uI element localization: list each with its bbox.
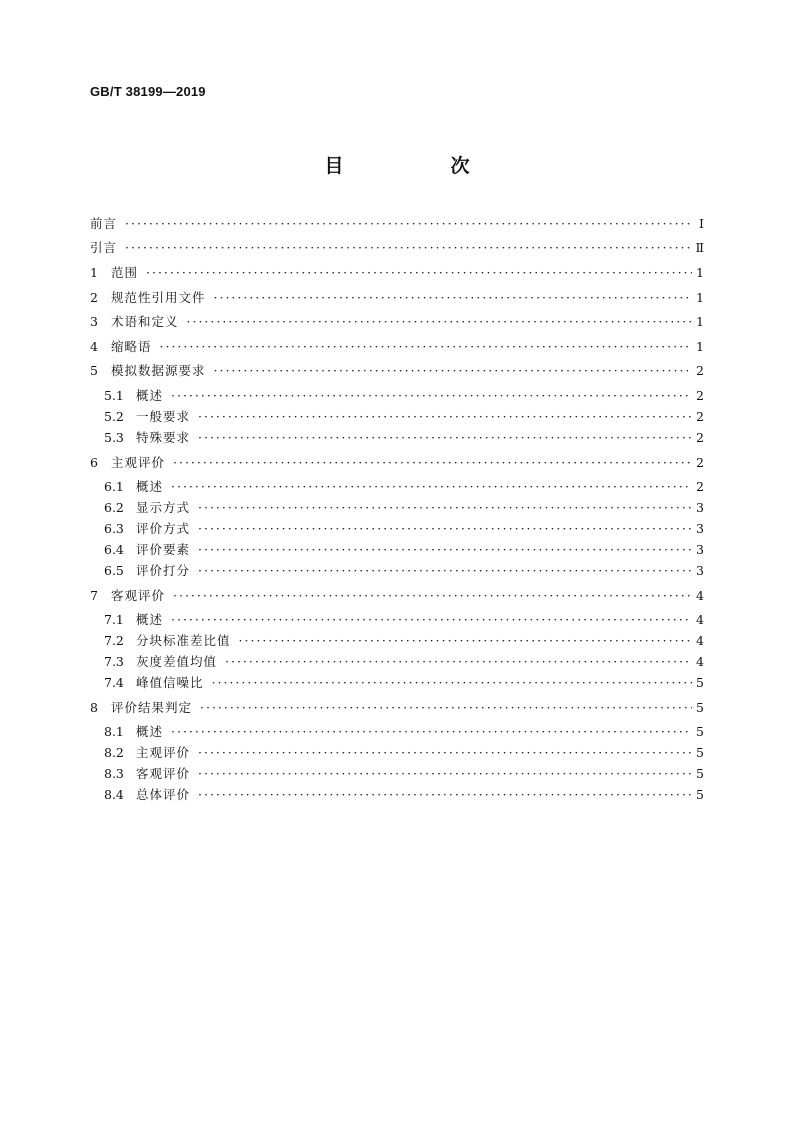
toc-entry-page-number: 2 xyxy=(696,479,704,494)
toc-entry-number: 6.4 xyxy=(104,542,124,557)
toc-entry-label: 峰值信噪比 xyxy=(136,675,204,690)
toc-entry-label: 客观评价 xyxy=(111,588,166,603)
toc-entry-label: 灰度差值均值 xyxy=(136,654,218,669)
toc-entry-page-number: 1 xyxy=(696,314,704,329)
toc-entry-page-number: 4 xyxy=(696,654,704,669)
toc-entry-page-number: 5 xyxy=(696,724,704,739)
toc-entry[interactable] xyxy=(90,586,704,606)
toc-entry-page-number: 5 xyxy=(696,700,704,715)
toc-entry[interactable] xyxy=(90,561,704,581)
toc-entry[interactable] xyxy=(90,610,704,630)
toc-entry[interactable] xyxy=(90,652,704,672)
toc-entry-label: 概述 xyxy=(136,724,164,739)
toc-entry-label: 规范性引用文件 xyxy=(111,290,206,305)
toc-entry-label: 分块标准差比值 xyxy=(136,633,231,648)
toc-entry-page-number: 3 xyxy=(696,521,704,536)
toc-entry-page-number: 5 xyxy=(696,766,704,781)
toc-entry-label: 评价结果判定 xyxy=(111,700,193,715)
dot-leader xyxy=(171,477,692,497)
dot-leader xyxy=(198,785,692,805)
toc-entry-number: 8.2 xyxy=(104,745,124,760)
dot-leader xyxy=(198,764,692,784)
toc-entry[interactable] xyxy=(90,698,704,718)
dot-leader xyxy=(146,263,692,283)
toc-entry[interactable] xyxy=(90,453,704,473)
toc-entry-page-number: 1 xyxy=(696,339,704,354)
toc-entry[interactable] xyxy=(90,361,704,381)
dot-leader xyxy=(187,312,692,332)
toc-entry[interactable] xyxy=(90,519,704,539)
dot-leader xyxy=(173,453,692,473)
toc-entry-number: 8.3 xyxy=(104,766,124,781)
toc-entry-label: 引言 xyxy=(90,240,118,255)
dot-leader xyxy=(171,386,692,406)
toc-entry-number: 6.5 xyxy=(104,563,124,578)
toc-entry[interactable] xyxy=(90,540,704,560)
toc-entry-number: 5 xyxy=(90,363,98,378)
dot-leader xyxy=(212,673,692,693)
toc-entry[interactable] xyxy=(90,312,704,332)
toc-entry-label: 总体评价 xyxy=(136,787,191,802)
toc-entry-label: 前言 xyxy=(90,216,118,231)
toc-entry[interactable] xyxy=(90,498,704,518)
toc-entry-label: 术语和定义 xyxy=(111,314,179,329)
toc-entry-label: 模拟数据源要求 xyxy=(111,363,206,378)
toc-entry-number: 3 xyxy=(90,314,98,329)
dot-leader xyxy=(225,652,692,672)
toc-entry-page-number: 2 xyxy=(696,455,704,470)
toc-entry-page-number: Ⅱ xyxy=(695,240,704,255)
toc-entry[interactable] xyxy=(90,743,704,763)
toc-entry[interactable] xyxy=(90,407,704,427)
toc-entry-number: 5.3 xyxy=(104,430,124,445)
toc-entry-page-number: 1 xyxy=(696,290,704,305)
dot-leader xyxy=(198,428,692,448)
toc-entry-page-number: 4 xyxy=(696,612,704,627)
toc-entry-number: 1 xyxy=(90,265,98,280)
toc-entry-label: 主观评价 xyxy=(136,745,191,760)
toc-entry-number: 7.4 xyxy=(104,675,124,690)
toc-entry[interactable] xyxy=(90,238,704,258)
toc-entry-label: 一般要求 xyxy=(136,409,191,424)
dot-leader xyxy=(198,498,692,518)
toc-entry[interactable] xyxy=(90,428,704,448)
toc-entry-number: 7.1 xyxy=(104,612,124,627)
toc-entry-page-number: 3 xyxy=(696,542,704,557)
dot-leader xyxy=(173,586,692,606)
dot-leader xyxy=(160,337,692,357)
toc-entry[interactable] xyxy=(90,214,704,234)
toc-entry-page-number: 1 xyxy=(696,265,704,280)
toc-entry-label: 概述 xyxy=(136,388,164,403)
toc-entry[interactable] xyxy=(90,785,704,805)
toc-entry-number: 7.3 xyxy=(104,654,124,669)
toc-entry-page-number: Ⅰ xyxy=(699,216,704,231)
dot-leader xyxy=(198,540,692,560)
dot-leader xyxy=(171,610,692,630)
toc-entry-label: 评价方式 xyxy=(136,521,191,536)
page-title: 目 次 xyxy=(324,155,514,177)
dot-leader xyxy=(214,288,692,308)
toc-entry-page-number: 2 xyxy=(696,409,704,424)
toc-entry-label: 概述 xyxy=(136,479,164,494)
toc-entry-label: 显示方式 xyxy=(136,500,191,515)
toc-entry-page-number: 2 xyxy=(696,363,704,378)
toc-entry[interactable] xyxy=(90,631,704,651)
dot-leader xyxy=(198,407,692,427)
toc-entry-number: 6.1 xyxy=(104,479,124,494)
toc-entry-page-number: 3 xyxy=(696,563,704,578)
standard-code: GB/T 38199—2019 xyxy=(90,84,206,99)
toc-entry[interactable] xyxy=(90,722,704,742)
toc-entry-page-number: 2 xyxy=(696,388,704,403)
toc-entry-number: 8 xyxy=(90,700,98,715)
toc-entry-page-number: 5 xyxy=(696,787,704,802)
toc-entry-label: 特殊要求 xyxy=(136,430,191,445)
toc-entry-page-number: 3 xyxy=(696,500,704,515)
toc-entry-label: 缩略语 xyxy=(111,339,152,354)
toc-entry-number: 8.4 xyxy=(104,787,124,802)
dot-leader xyxy=(239,631,692,651)
toc-entry[interactable] xyxy=(90,673,704,693)
toc-entry[interactable] xyxy=(90,288,704,308)
dot-leader xyxy=(125,238,691,258)
toc-entry-number: 5.1 xyxy=(104,388,124,403)
toc-entry[interactable] xyxy=(90,386,704,406)
toc-entry[interactable] xyxy=(90,764,704,784)
dot-leader xyxy=(125,214,692,234)
toc-entry-number: 5.2 xyxy=(104,409,124,424)
toc-entry-label: 主观评价 xyxy=(111,455,166,470)
toc-entry-number: 7 xyxy=(90,588,98,603)
toc-entry-number: 2 xyxy=(90,290,98,305)
toc-entry-label: 范围 xyxy=(111,265,139,280)
toc-entry-label: 评价要素 xyxy=(136,542,191,557)
toc-entry-label: 客观评价 xyxy=(136,766,191,781)
toc-entry[interactable] xyxy=(90,337,704,357)
toc-entry-number: 8.1 xyxy=(104,724,124,739)
toc-entry-number: 7.2 xyxy=(104,633,124,648)
toc-entry-number: 6.3 xyxy=(104,521,124,536)
dot-leader xyxy=(198,519,692,539)
toc-entry-label: 概述 xyxy=(136,612,164,627)
dot-leader xyxy=(171,722,692,742)
toc-entry-number: 4 xyxy=(90,339,98,354)
toc-entry-number: 6 xyxy=(90,455,98,470)
toc-entry-page-number: 5 xyxy=(696,745,704,760)
dot-leader xyxy=(214,361,692,381)
toc-entry-number: 6.2 xyxy=(104,500,124,515)
dot-leader xyxy=(198,743,692,763)
dot-leader xyxy=(200,698,692,718)
dot-leader xyxy=(198,561,692,581)
toc-entry-page-number: 4 xyxy=(696,588,704,603)
toc-entry-page-number: 5 xyxy=(696,675,704,690)
toc-entry-label: 评价打分 xyxy=(136,563,191,578)
toc-entry-page-number: 2 xyxy=(696,430,704,445)
toc-entry[interactable] xyxy=(90,263,704,283)
toc-entry-page-number: 4 xyxy=(696,633,704,648)
toc-entry[interactable] xyxy=(90,477,704,497)
